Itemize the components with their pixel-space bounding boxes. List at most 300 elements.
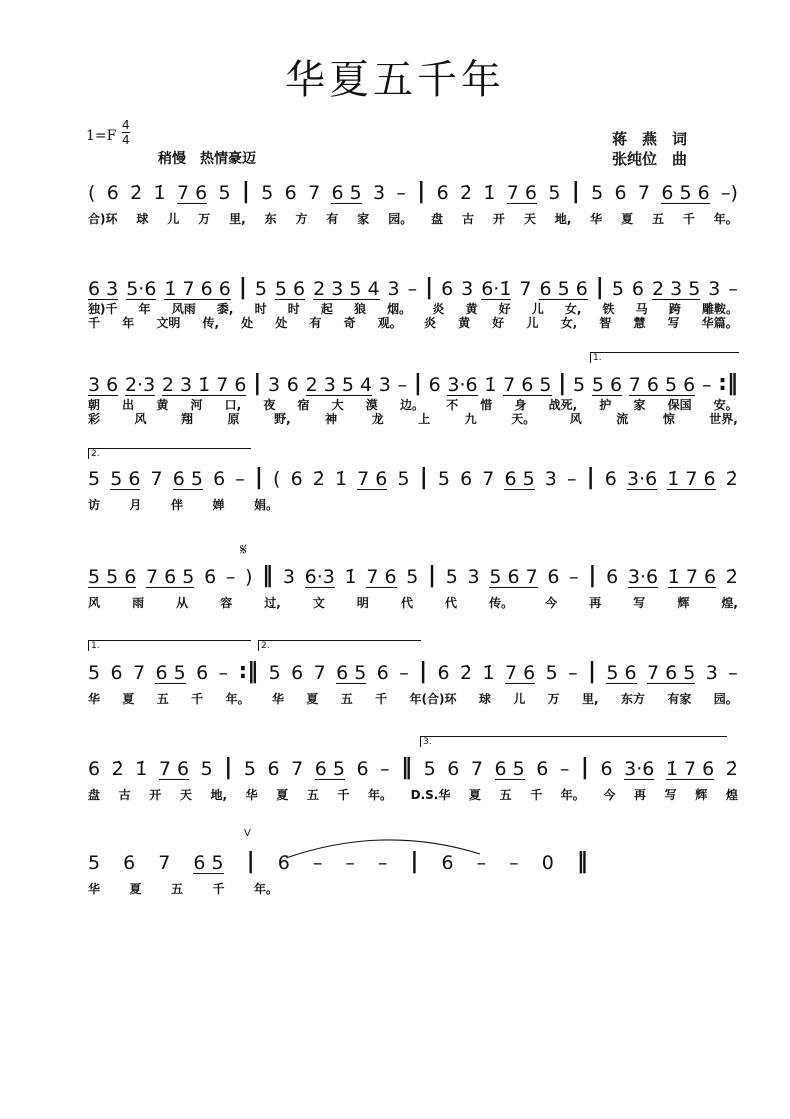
note: 6 bbox=[291, 662, 304, 684]
lyric-syllable: 马 bbox=[635, 302, 648, 316]
lyric-syllable: 从 bbox=[176, 596, 189, 610]
note: 6 bbox=[441, 852, 454, 874]
note: 3 bbox=[708, 278, 721, 300]
barline: | bbox=[253, 371, 262, 396]
note: 6 bbox=[286, 374, 299, 396]
note: 5 bbox=[218, 182, 231, 204]
lyric-syllable: 千 bbox=[212, 882, 225, 896]
note: 2̇ bbox=[725, 758, 738, 780]
note: 6 bbox=[437, 662, 450, 684]
note: 6 5 6 bbox=[661, 182, 710, 204]
note: 1̇ 7 6 bbox=[665, 758, 715, 780]
composer-credit: 张纯位 曲 bbox=[612, 150, 688, 168]
key-signature: 1=F bbox=[86, 128, 117, 144]
lyric-line-2 bbox=[88, 410, 738, 427]
note: 5 bbox=[397, 468, 410, 490]
note: 6 5 bbox=[155, 662, 186, 684]
lyric-syllable: 炎 bbox=[432, 302, 445, 316]
note: 3 bbox=[387, 278, 400, 300]
lyric-syllable: 华 bbox=[271, 692, 284, 706]
segno-sign: 𝄋 bbox=[240, 540, 247, 559]
lyric-syllable: 上 bbox=[418, 412, 431, 426]
note: – bbox=[568, 662, 578, 684]
lyric-syllable: 今 bbox=[545, 596, 558, 610]
lyric-line-1 bbox=[88, 786, 738, 803]
lyric-syllable: 出 bbox=[122, 398, 135, 412]
note: 1̇ bbox=[344, 566, 357, 588]
lyric-syllable: 明 bbox=[356, 596, 369, 610]
lyric-syllable: 华 bbox=[88, 692, 101, 706]
lyric-syllable: 年 bbox=[138, 302, 151, 316]
note: – bbox=[225, 566, 236, 588]
lyric-syllable: 天 bbox=[523, 212, 536, 226]
lyric-syllable: 传。 bbox=[489, 596, 514, 610]
lyric-syllable: 开 bbox=[149, 788, 162, 802]
note-line bbox=[88, 756, 738, 780]
note: 6 bbox=[88, 758, 101, 780]
lyric-syllable: 代 bbox=[400, 596, 413, 610]
barline: | bbox=[571, 179, 580, 204]
volta-bracket: 3. bbox=[420, 736, 727, 747]
lyric-syllable: 女, bbox=[564, 302, 582, 316]
song-title: 华夏五千年 bbox=[285, 57, 505, 103]
note: – bbox=[377, 852, 388, 874]
lyric-syllable: 万 bbox=[198, 212, 211, 226]
note: 7 bbox=[519, 278, 532, 300]
lyric-syllable: 观。 bbox=[377, 316, 402, 330]
barline: | bbox=[595, 275, 604, 300]
barline: | bbox=[425, 275, 434, 300]
tempo-marking: 稍慢 热情豪迈 bbox=[158, 151, 256, 167]
note: 5 bbox=[591, 182, 604, 204]
note: – bbox=[559, 758, 570, 780]
note: 6 bbox=[606, 566, 619, 588]
barline: | bbox=[428, 563, 437, 588]
lyric-syllable: 儿 bbox=[526, 316, 539, 330]
note: 5 6 bbox=[110, 468, 141, 490]
score-row bbox=[88, 756, 738, 836]
note: 6 bbox=[213, 468, 226, 490]
lyric-syllable: 夏 bbox=[468, 788, 481, 802]
lyric-syllable: 好 bbox=[498, 302, 511, 316]
lyric-syllable: 风 bbox=[134, 412, 147, 426]
note-line bbox=[88, 564, 738, 588]
lyric-syllable: 夏 bbox=[129, 882, 142, 896]
lyric-syllable: 安。 bbox=[713, 398, 738, 412]
lyric-syllable: 五 bbox=[156, 692, 169, 706]
note: 7 bbox=[482, 468, 495, 490]
note: – bbox=[701, 374, 712, 396]
note: 3·6 bbox=[627, 566, 659, 588]
note: 5 bbox=[88, 468, 101, 490]
note: 6 bbox=[290, 468, 303, 490]
lyric-syllable: 球 bbox=[136, 212, 149, 226]
note: 2̇ bbox=[130, 182, 143, 204]
score-row bbox=[88, 850, 588, 930]
lyric-syllable: 辉 bbox=[695, 788, 708, 802]
note: 5·6 bbox=[126, 278, 157, 300]
barline: | bbox=[241, 179, 250, 204]
lyric-syllable: 漠 bbox=[365, 398, 378, 412]
note: 6 bbox=[284, 182, 297, 204]
lyric-syllable: 家 bbox=[357, 212, 370, 226]
note: – bbox=[312, 852, 323, 874]
lyric-syllable: 年。 bbox=[560, 788, 585, 802]
lyric-syllable: 园。 bbox=[388, 212, 413, 226]
lyric-syllable: 月 bbox=[129, 498, 142, 512]
note: 1̇ 7 6 bbox=[667, 566, 717, 588]
score-row bbox=[88, 180, 738, 260]
lyric-syllable: 惜 bbox=[480, 398, 493, 412]
lyric-syllable: 东方 bbox=[620, 692, 645, 706]
note: – bbox=[345, 852, 355, 874]
lyric-syllable: 写 bbox=[633, 596, 646, 610]
lyric-syllable: 写 bbox=[667, 316, 680, 330]
lyric-syllable: 风 bbox=[569, 412, 582, 426]
barline: | bbox=[238, 275, 247, 300]
note: 3 6 bbox=[88, 374, 119, 396]
lyric-syllable: 有家 bbox=[667, 692, 692, 706]
note-line bbox=[88, 372, 738, 396]
note: 6 bbox=[106, 182, 119, 204]
lyric-syllable: 煌 bbox=[725, 788, 738, 802]
note: – bbox=[397, 374, 408, 396]
note: – bbox=[218, 662, 229, 684]
lyric-line-2 bbox=[88, 314, 738, 331]
barline: | bbox=[419, 659, 428, 684]
note: 1̇ bbox=[484, 374, 497, 396]
score-row bbox=[88, 466, 738, 546]
breath-mark: V bbox=[244, 828, 251, 839]
lyric-syllable: 里, bbox=[229, 212, 246, 226]
lyric-syllable: 娟。 bbox=[253, 498, 278, 512]
note: ) bbox=[245, 566, 253, 588]
note: 5 bbox=[611, 278, 624, 300]
lyric-syllable: 炎 bbox=[423, 316, 436, 330]
lyric-syllable: 地, bbox=[554, 212, 572, 226]
score-row bbox=[88, 660, 738, 740]
lyric-syllable: 伴 bbox=[170, 498, 183, 512]
note: 6 5 bbox=[331, 182, 362, 204]
note: 6 bbox=[460, 468, 473, 490]
lyric-syllable: 黄 bbox=[465, 302, 478, 316]
lyric-syllable: 再 bbox=[634, 788, 647, 802]
note: 1̇ bbox=[153, 182, 166, 204]
note: – bbox=[728, 278, 738, 300]
note: 3 bbox=[544, 468, 557, 490]
barline: | bbox=[413, 371, 422, 396]
lyric-syllable: 儿 bbox=[167, 212, 180, 226]
note: 6 bbox=[123, 852, 136, 874]
lyric-syllable: 代 bbox=[445, 596, 458, 610]
volta-bracket: 2. bbox=[88, 448, 251, 459]
lyric-syllable: 处 bbox=[241, 316, 254, 330]
note: 5 5 6 bbox=[88, 566, 137, 588]
lyric-syllable: 年 bbox=[122, 316, 135, 330]
note: 6 5 bbox=[336, 662, 367, 684]
lyric-syllable: 翔 bbox=[181, 412, 194, 426]
note: 3 bbox=[282, 566, 295, 588]
note: 6 bbox=[356, 758, 369, 780]
time-signature-bottom: 4 bbox=[122, 133, 130, 147]
note: 3 bbox=[378, 374, 391, 396]
barline: :‖ bbox=[718, 371, 738, 396]
barline: ‖ bbox=[262, 563, 274, 588]
lyric-syllable: 方 bbox=[295, 212, 308, 226]
note: 7 bbox=[291, 758, 304, 780]
lyric-syllable: 处 bbox=[275, 316, 288, 330]
lyric-syllable: 开 bbox=[492, 212, 505, 226]
lyric-syllable: 黄 bbox=[458, 316, 471, 330]
note: 5 bbox=[261, 182, 274, 204]
note: 3 bbox=[373, 182, 386, 204]
note: 7 6 bbox=[506, 182, 538, 204]
lyric-syllable: 风雨 bbox=[171, 302, 196, 316]
note: 7 bbox=[158, 852, 171, 874]
lyric-syllable: 天 bbox=[179, 788, 192, 802]
note: 6 5 bbox=[193, 852, 224, 874]
lyric-syllable: D.S.华 bbox=[410, 788, 451, 802]
note: 7 6 bbox=[176, 182, 208, 204]
barline: | bbox=[586, 465, 595, 490]
note: 6 bbox=[614, 182, 627, 204]
score-row bbox=[88, 564, 738, 644]
note: 5 bbox=[548, 182, 561, 204]
lyric-syllable: 夜 bbox=[263, 398, 276, 412]
lyric-syllable: 世界, bbox=[709, 412, 738, 426]
note: 7 bbox=[132, 662, 146, 684]
note: 6 bbox=[447, 758, 460, 780]
lyric-syllable: 古 bbox=[462, 212, 475, 226]
lyric-syllable: 古 bbox=[118, 788, 131, 802]
note: 5 bbox=[437, 468, 450, 490]
note: 3·6 bbox=[624, 758, 655, 780]
note: 5 6 bbox=[274, 278, 306, 300]
note: 6 bbox=[110, 662, 123, 684]
lyric-syllable: 年。 bbox=[253, 882, 278, 896]
lyric-syllable: 写 bbox=[664, 788, 677, 802]
note: – bbox=[235, 468, 245, 490]
note: 3·6 bbox=[626, 468, 658, 490]
note: 6 bbox=[631, 278, 644, 300]
lyric-syllable: 九 bbox=[464, 412, 477, 426]
tie-arc bbox=[284, 830, 484, 860]
note: 2 3 5 4 bbox=[305, 374, 373, 396]
note: 3 bbox=[267, 374, 281, 396]
lyric-syllable: 有 bbox=[326, 212, 339, 226]
note: 2·3 bbox=[124, 374, 156, 396]
barline: | bbox=[410, 849, 419, 874]
note: 6 bbox=[604, 468, 617, 490]
note: 5 bbox=[406, 566, 419, 588]
lyric-syllable: 烟。 bbox=[387, 302, 412, 316]
note: 1̇ bbox=[483, 182, 496, 204]
barline: | bbox=[246, 849, 255, 874]
lyric-syllable: 夏 bbox=[276, 788, 289, 802]
lyric-syllable: 儿 bbox=[513, 692, 526, 706]
note: 2̇ bbox=[111, 758, 124, 780]
lyric-syllable: 奇 bbox=[343, 316, 356, 330]
barline: | bbox=[419, 465, 428, 490]
lyric-line-1 bbox=[88, 496, 278, 513]
note: 2̇ bbox=[725, 468, 738, 490]
note: 0 bbox=[541, 852, 554, 874]
lyric-line-1 bbox=[88, 210, 738, 227]
note: 2̇ bbox=[459, 182, 473, 204]
lyric-syllable: 五 bbox=[499, 788, 512, 802]
lyric-syllable: 文 bbox=[312, 596, 325, 610]
lyric-syllable: 朝 bbox=[88, 398, 101, 412]
lyric-syllable: 华篇。 bbox=[701, 316, 738, 330]
note: 5 bbox=[243, 758, 256, 780]
note: 7 bbox=[308, 182, 321, 204]
note: – bbox=[476, 852, 487, 874]
lyric-syllable: 千 bbox=[191, 692, 204, 706]
note: 5 bbox=[423, 758, 436, 780]
note: – bbox=[399, 662, 409, 684]
lyric-syllable: 访 bbox=[88, 498, 101, 512]
note: 6 5 bbox=[314, 758, 345, 780]
note: 6 bbox=[267, 758, 280, 780]
lyric-syllable: 煌, bbox=[721, 596, 738, 610]
note: – bbox=[509, 852, 519, 874]
lyric-syllable: 五 bbox=[306, 788, 319, 802]
lyric-syllable: 雕鞍。 bbox=[701, 302, 738, 316]
lyric-syllable: 华 bbox=[590, 212, 603, 226]
barline: | bbox=[224, 755, 233, 780]
note-line bbox=[88, 466, 738, 490]
note: 7 6 bbox=[504, 662, 536, 684]
time-signature-top: 4 bbox=[122, 118, 130, 132]
note: 2̇ bbox=[460, 662, 473, 684]
note: 7 bbox=[313, 662, 326, 684]
note: ( bbox=[273, 468, 281, 490]
lyric-syllable: 里, bbox=[582, 692, 599, 706]
note: 2 3 5 4 bbox=[313, 278, 380, 300]
lyric-syllable: 传, bbox=[202, 316, 220, 330]
note: 7 6 5 bbox=[146, 566, 195, 588]
note-line bbox=[88, 276, 738, 300]
lyric-syllable: 身 bbox=[514, 398, 527, 412]
volta-bracket: 1. bbox=[590, 352, 739, 363]
lyric-syllable: 婵 bbox=[212, 498, 225, 512]
lyric-syllable: 千 bbox=[375, 692, 388, 706]
lyric-syllable: 神 bbox=[325, 412, 338, 426]
lyric-syllable: 儿 bbox=[531, 302, 544, 316]
barline: | bbox=[588, 563, 597, 588]
lyric-line-1 bbox=[88, 690, 738, 707]
note: 1̇ bbox=[482, 662, 495, 684]
lyric-syllable: 铁 bbox=[602, 302, 615, 316]
note: 3 bbox=[467, 566, 480, 588]
lyric-syllable: 球 bbox=[478, 692, 491, 706]
note: 5 bbox=[254, 278, 267, 300]
lyric-syllable: 五 bbox=[651, 212, 664, 226]
note: 2 3 5 bbox=[651, 278, 701, 300]
lyric-syllable: 智 bbox=[599, 316, 612, 330]
note: 1̇ 7 6 6 bbox=[164, 278, 231, 300]
barline: ‖ bbox=[401, 755, 413, 780]
lyric-syllable: 五 bbox=[340, 692, 353, 706]
lyric-syllable: 起 bbox=[320, 302, 333, 316]
note: –) bbox=[720, 182, 738, 204]
lyric-syllable: 黄 bbox=[156, 398, 169, 412]
lyric-syllable: 时 bbox=[287, 302, 300, 316]
note: 5 bbox=[573, 374, 586, 396]
note: 3 bbox=[705, 662, 718, 684]
lyric-syllable: 过, bbox=[264, 596, 281, 610]
volta-bracket: 2. bbox=[258, 640, 421, 651]
lyric-syllable: 大 bbox=[331, 398, 344, 412]
note: 6 bbox=[428, 374, 441, 396]
note: 3·6 bbox=[447, 374, 478, 396]
lyric-syllable: 年(合)环 bbox=[409, 692, 457, 706]
barline: | bbox=[580, 755, 589, 780]
lyric-syllable: 千 bbox=[530, 788, 543, 802]
barline: ‖ bbox=[576, 849, 588, 874]
note-line bbox=[88, 180, 738, 204]
barline: | bbox=[587, 659, 596, 684]
note: 6 3 bbox=[88, 278, 119, 300]
note: 6 bbox=[204, 566, 217, 588]
note: – bbox=[728, 662, 738, 684]
lyric-syllable: 有 bbox=[309, 316, 322, 330]
note-line bbox=[88, 660, 738, 684]
lyric-syllable: 原 bbox=[227, 412, 240, 426]
barline: | bbox=[558, 371, 567, 396]
note: 6 5 bbox=[494, 758, 525, 780]
note: – bbox=[569, 566, 579, 588]
lyric-syllable: 万 bbox=[547, 692, 560, 706]
note: 7 6 bbox=[357, 468, 388, 490]
note: 7 bbox=[470, 758, 483, 780]
note: 7 bbox=[150, 468, 163, 490]
time-signature bbox=[122, 118, 130, 147]
note: 6 bbox=[547, 566, 560, 588]
lyric-syllable: 千 bbox=[88, 316, 101, 330]
lyric-syllable: 年。 bbox=[368, 788, 393, 802]
note: 2̇ bbox=[312, 468, 325, 490]
note: 1̇ bbox=[334, 468, 348, 490]
note: 5 bbox=[445, 566, 458, 588]
lyric-syllable: 独)千 bbox=[88, 302, 118, 316]
lyric-syllable: 园。 bbox=[713, 692, 738, 706]
lyric-syllable: 地, bbox=[210, 788, 227, 802]
note: 7 bbox=[637, 182, 650, 204]
lyric-syllable: 跨 bbox=[668, 302, 681, 316]
note: 7 6 bbox=[366, 566, 397, 588]
lyric-syllable: 年。 bbox=[225, 692, 250, 706]
lyric-line-1 bbox=[88, 594, 738, 611]
note: 6 bbox=[277, 852, 290, 874]
note: 6 bbox=[441, 278, 454, 300]
note: 6 bbox=[196, 662, 209, 684]
lyric-syllable: 龙 bbox=[371, 412, 384, 426]
note: 5 bbox=[88, 662, 101, 684]
note: 6 5 bbox=[504, 468, 535, 490]
note: 7 6 5 6 bbox=[628, 374, 696, 396]
lyric-syllable: 千 bbox=[682, 212, 695, 226]
lyric-syllable: 彩 bbox=[88, 412, 101, 426]
lyric-syllable: 夏 bbox=[306, 692, 319, 706]
lyric-syllable: 东 bbox=[264, 212, 277, 226]
score-row bbox=[88, 372, 738, 452]
lyric-syllable: 今 bbox=[603, 788, 616, 802]
lyric-syllable: 年。 bbox=[713, 212, 738, 226]
note: 6 bbox=[436, 182, 449, 204]
note: 2 3 1̇ 7 6 bbox=[161, 374, 247, 396]
lyric-syllable: 慧 bbox=[633, 316, 646, 330]
